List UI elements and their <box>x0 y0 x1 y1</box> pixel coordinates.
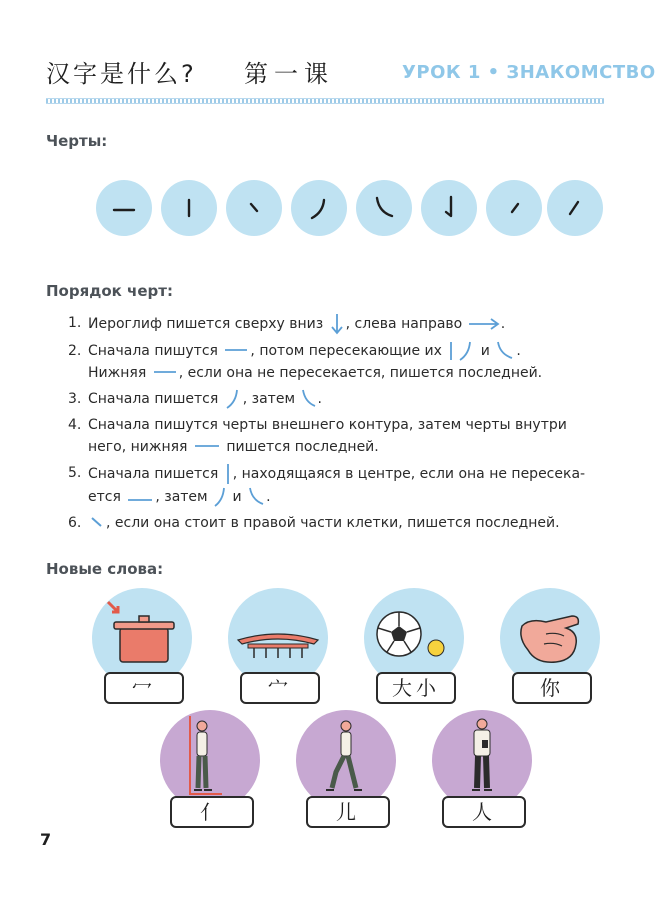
stroke-right-falling-icon <box>356 180 412 236</box>
stroke-horizontal-icon <box>151 366 179 380</box>
person-standing-icon <box>160 710 260 810</box>
chapter-title-chinese: 汉字是什么? <box>46 60 197 88</box>
header-divider <box>46 98 604 104</box>
rule-text: пишется последней. <box>221 439 379 455</box>
rule-text: . <box>266 489 271 505</box>
new-words-heading: Новые слова: <box>46 560 164 578</box>
stroke-vertical-icon <box>161 180 217 236</box>
stroke-horizontal-icon <box>96 180 152 236</box>
rule-text: Иероглиф пишется сверху вниз <box>88 316 328 332</box>
rule-text: , потом пересекающие их <box>250 343 447 359</box>
word-image-person-standing <box>160 710 260 810</box>
stroke-order-list <box>68 312 606 538</box>
stroke-vertical-icon <box>446 340 456 362</box>
stroke-circle-hook <box>421 180 477 236</box>
stroke-circle-horizontal <box>96 180 152 236</box>
stroke-circle-vertical <box>161 180 217 236</box>
stroke-circle-short-falling <box>547 180 603 236</box>
rule-1 <box>68 312 606 336</box>
rule-number: 3. <box>68 391 82 407</box>
rule-number: 1. <box>68 315 82 331</box>
rule-number: 2. <box>68 343 82 359</box>
word-card-5: 亻 <box>170 796 254 828</box>
rule-text: . <box>516 343 521 359</box>
stroke-horizontal-icon <box>192 440 222 454</box>
person-walking-icon <box>296 710 396 810</box>
stroke-dot-icon <box>226 180 282 236</box>
strokes-heading: Черты: <box>46 132 108 150</box>
page-number: 7 <box>40 830 52 849</box>
rule-text: , затем <box>155 489 213 505</box>
stroke-dot-icon <box>88 514 106 532</box>
rule-6 <box>68 512 606 534</box>
stroke-short-falling-icon <box>547 180 603 236</box>
rule-5 <box>68 462 606 508</box>
lesson-title-russian: УРОК 1 • ЗНАКОМСТВО <box>402 62 656 83</box>
rule-text: Сначала пишутся черты внешнего контура, затем черты внутри него, нижняя <box>88 417 567 455</box>
rule-number: 5. <box>68 465 82 481</box>
arrow-right-icon <box>467 317 501 331</box>
rule-text: , затем <box>242 391 300 407</box>
rule-text: Сначала пишется <box>88 391 223 407</box>
word-image-person-phone <box>432 710 532 810</box>
word-card-1: 冖 <box>104 672 184 704</box>
stroke-order-heading: Порядок черт: <box>46 282 173 300</box>
rule-text: , если она стоит в правой части клетки, пишется последней. <box>106 515 560 531</box>
word-card-3: 大小 <box>376 672 456 704</box>
stroke-left-falling-icon <box>456 340 476 362</box>
word-card-7: 人 <box>442 796 526 828</box>
word-card-4: 你 <box>512 672 592 704</box>
word-image-person-walking <box>296 710 396 810</box>
person-phone-icon <box>432 710 532 810</box>
rule-text: Сначала пишутся <box>88 343 223 359</box>
stroke-left-falling-icon <box>291 180 347 236</box>
rule-text: . <box>500 316 506 332</box>
rule-text: . <box>317 391 322 407</box>
rule-2 <box>68 340 606 384</box>
word-card-2: 宀 <box>240 672 320 704</box>
stroke-circle-left-falling <box>291 180 347 236</box>
stroke-circle-rising <box>486 180 542 236</box>
stroke-left-falling-icon <box>223 388 243 410</box>
stroke-right-falling-icon <box>494 340 516 362</box>
word-card-6: 儿 <box>306 796 390 828</box>
stroke-horizontal-icon <box>222 344 250 358</box>
rule-text: и <box>228 489 247 505</box>
stroke-vertical-icon <box>223 462 233 486</box>
stroke-right-falling-icon <box>246 486 266 508</box>
stroke-right-falling-icon <box>299 388 317 410</box>
rule-4 <box>68 414 606 458</box>
rule-3 <box>68 388 606 410</box>
lesson-title-chinese: 第一课 <box>244 60 334 88</box>
stroke-left-falling-icon <box>212 486 228 508</box>
rule-text: и <box>476 343 495 359</box>
rule-number: 6. <box>68 515 82 531</box>
rule-number: 4. <box>68 417 82 433</box>
stroke-horizontal-icon <box>125 490 155 504</box>
rule-text: , находящаяся в центре, если она не пересека-ется <box>88 466 586 505</box>
rule-text: Нижняя <box>88 365 151 381</box>
rule-text: , слева направо <box>345 316 467 332</box>
rule-text: , если она не пересекается, пишется последней. <box>178 365 543 381</box>
stroke-rising-icon <box>486 180 542 236</box>
stroke-hook-icon <box>421 180 477 236</box>
stroke-circle-right-falling <box>356 180 412 236</box>
arrow-down-icon <box>328 312 346 336</box>
stroke-circle-dot <box>226 180 282 236</box>
rule-text: Сначала пишется <box>88 466 223 482</box>
